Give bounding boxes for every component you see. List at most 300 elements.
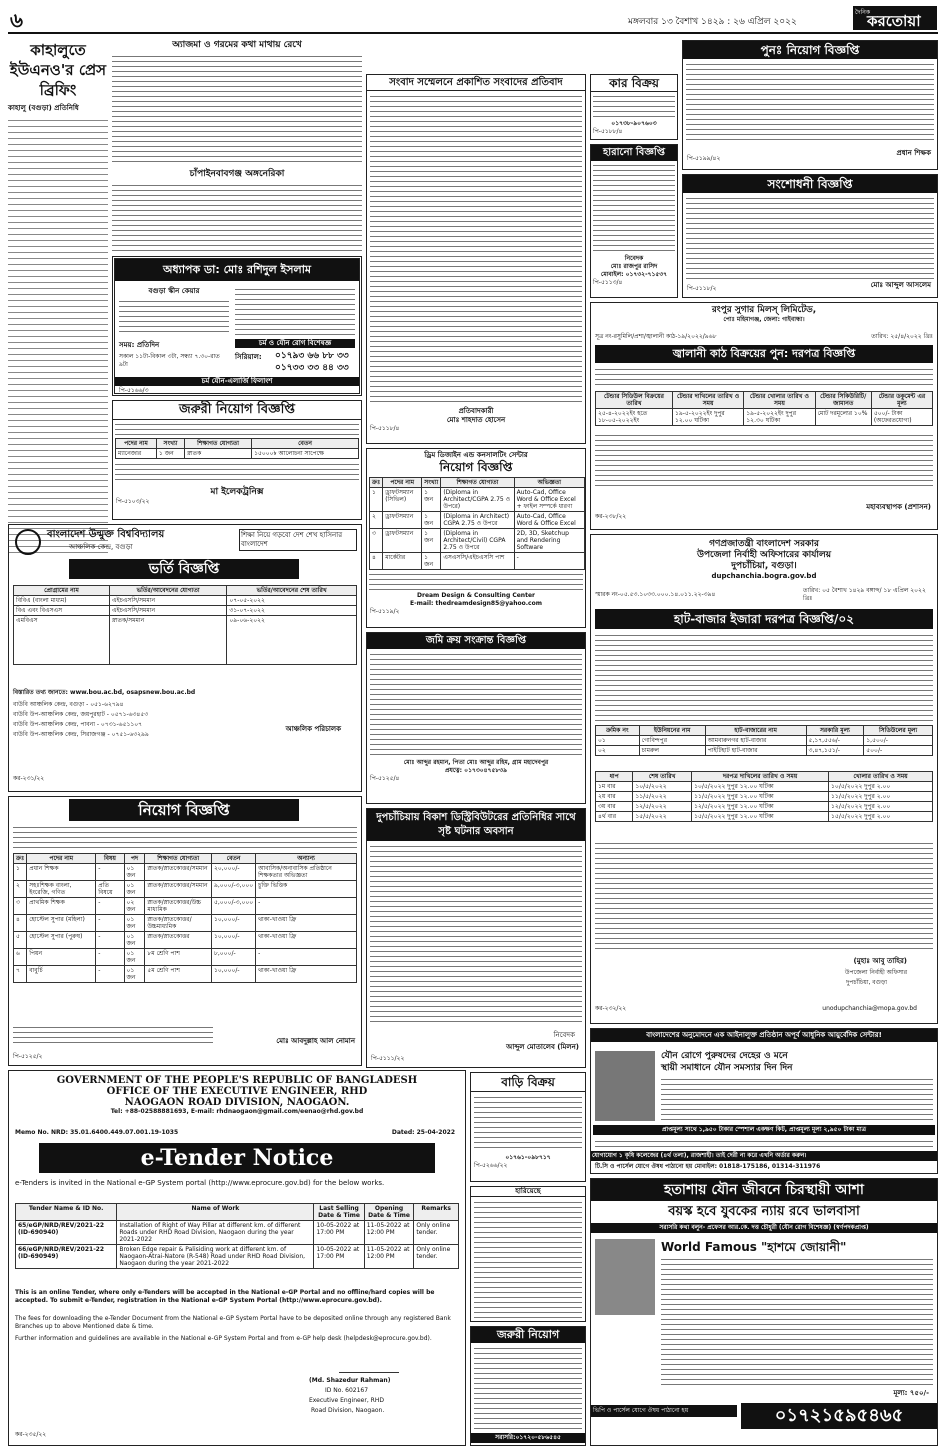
job-title: নিয়োগ বিজ্ঞপ্তি <box>69 799 299 821</box>
jute-body-text <box>595 433 933 489</box>
correction-title: সংশোধনী বিজ্ঞপ্তি <box>683 175 937 193</box>
etender-th: Last Selling Date & Time <box>314 1204 364 1221</box>
table-cell: ১৫/৫/২০২২ দুপুর ২.০০ <box>829 812 933 822</box>
table-cell: ০১ জন <box>124 966 145 983</box>
job-th: পদ <box>124 854 145 864</box>
table-cell: 66/eGP/NRD/REV/2021-22 (ID-690949) <box>16 1245 117 1269</box>
bou-phone-1: বাউবি আঞ্চলিক কেন্দ্র, বগুড়া - ০৫১-৬২৭৯৪ <box>13 701 124 708</box>
table-cell: - <box>96 898 124 915</box>
table-cell: গোবিন্দপুর <box>639 736 705 746</box>
car-phone: ০১৭৩৮-৯০৭৬০৩ <box>611 120 657 127</box>
urgent-th: বেতন <box>252 439 359 449</box>
table-row <box>370 529 585 553</box>
table-cell: পাইটিহাট হাট-বাজার <box>705 746 806 756</box>
clinic-banner: বাংলাদেশের অনুমোদনে এক আইনালুক্ত প্রতিষ্ঠান অপূর্ব আধুনিক আয়ুর্বেদিক সেন্টার! <box>591 1029 937 1042</box>
table-cell: ১১/৫/২০২২ দুপুর ১২.০০ ঘটিকা <box>692 792 829 802</box>
etender-signature <box>339 1357 399 1373</box>
job-footer-text <box>13 1025 213 1045</box>
asthma-subtitle: চাঁপাইনবাবগঞ্জ অঙ্গনেরিকা <box>189 169 285 179</box>
table-cell: ৩ <box>14 898 27 915</box>
land-code: পি-৫১২৫/৪ <box>370 775 400 782</box>
table-row <box>14 596 357 606</box>
kahalu-byline: কাহালু (বগুড়া) প্রতিনিধি <box>8 104 79 112</box>
clinic-line-2: স্থায়ী সমাধানে যৌন সমস্যার দিন দিন <box>661 1063 793 1073</box>
table-cell: ২ <box>14 881 27 898</box>
table-cell: ১০,০০০/- <box>211 932 255 949</box>
dream-design-ad <box>366 448 586 628</box>
bkash-title: দুপচাঁচিয়ায় বিকাশ ডিস্ট্রিবিউটরের প্রতিনিধির সাথে সৃষ্ট ঘটনার অবসান <box>367 809 585 841</box>
table-cell: ৩,৪৭,১৫১/- <box>806 746 864 756</box>
table-cell: ১৫/৫/২০২২ দুপুর ১২.০০ ঘটিকা <box>692 812 829 822</box>
hat-schedule-th: খোলার তারিখ ও সময় <box>829 772 933 782</box>
urgent-company: মা ইলেকট্রনিক্স <box>210 487 264 497</box>
bou-phone-2: বাউবি উপ-আঞ্চলিক কেন্দ্র, জয়পুরহাট - ০৫৭১-৬৩৪৫৩ <box>13 711 149 718</box>
table-cell: ১ জন <box>422 512 441 529</box>
table-cell: চামরুল <box>639 746 705 756</box>
table-cell: 11-05-2022 at 12:00 PM <box>364 1245 414 1269</box>
lost2-body-text <box>474 1200 582 1318</box>
urgent-job-ad <box>112 400 362 520</box>
lost-signer: মোঃ রাজপুর রাসিদ <box>610 263 658 270</box>
school-job-ad <box>8 796 362 1066</box>
hat-website: dupchanchia.bogra.gov.bd <box>711 572 817 580</box>
jute-intro-text <box>595 367 933 387</box>
house-phone: ০১৭৬১-০৯৮৭১৭ <box>505 1154 551 1161</box>
table-row <box>14 898 357 915</box>
table-cell: ১ <box>370 488 383 512</box>
job-th: শিক্ষাগত যোগ্যতা <box>145 854 212 864</box>
job-code: পি-৫১২৫/২ <box>13 1053 43 1060</box>
jute-title: জ্বালানী কাঠ বিক্রয়ের পুন: দরপত্র বিজ্ঞপ্তি <box>595 345 933 363</box>
table-cell: পিয়ন <box>27 949 96 966</box>
table-cell: (Diploma in Architect) CGPA 2.75 ও উপরে <box>441 512 514 529</box>
table-cell: ০১ জন <box>124 864 145 881</box>
table-cell: ২য় বার <box>596 792 633 802</box>
table-cell: স্নাতক/স্নাতকোত্তর/উচ্চ মাধ্যমিক <box>145 898 212 915</box>
table-cell: - <box>96 932 124 949</box>
asthma-body-text-2 <box>112 183 362 253</box>
lost-signer-label: নিবেদক <box>624 255 644 262</box>
etender-gov: GOVERNMENT OF THE PEOPLE'S REPUBLIC OF BANGLADESH <box>56 1075 418 1086</box>
lost-title: হারানো বিজ্ঞপ্তি <box>591 145 677 161</box>
table-cell: - <box>96 966 124 983</box>
table-cell: ০২ জন <box>124 898 145 915</box>
table-cell: হোস্টেল সুপার (মহিলা) <box>27 915 96 932</box>
table-row <box>14 606 357 616</box>
etender-signer-id: ID No. 602167 <box>325 1387 369 1394</box>
table-cell: এসএসসি/এইচএসসি পাশ <box>441 553 514 570</box>
doctor-specialty: চর্ম ও যৌন রোগ বিশেষজ্ঞ <box>235 339 355 348</box>
table-row <box>16 1245 459 1269</box>
table-cell: ১৫০০০৳ আলোচনা সাপেক্ষে <box>252 449 359 459</box>
table-cell: ৫ম শ্রেণি পাশ <box>145 966 212 983</box>
table-row <box>14 966 357 983</box>
hope-world-famous: World Famous "হাশমে জোয়ানী" <box>661 1240 847 1254</box>
asthma-article <box>112 40 362 252</box>
bou-th: ভর্তির/আবেদনের শেষ তারিখ <box>227 586 357 596</box>
date-line: মঙ্গলবার ১৩ বৈশাখ ১৪২৯ : ২৬ এপ্রিল ২০২২ <box>628 17 797 27</box>
table-cell: Installation of Right of Way Pillar at different km. of different Roads under RHD Road Division, Naogaon during the year 2021-2022 <box>117 1221 314 1245</box>
bou-admission-ad <box>8 524 362 792</box>
table-cell: ২ <box>370 512 383 529</box>
etender-memo: Memo No. NRD: 35.01.6400.449.07.001.19-1035 <box>15 1129 179 1136</box>
jute-code: কর-২৩৮/২২ <box>595 513 627 520</box>
job-th: বেতন <box>211 854 255 864</box>
hope-price: মূল্য: ৭৫০/- <box>893 1389 929 1397</box>
table-cell: - <box>96 864 124 881</box>
table-cell: ১০/৫/২০২২ দুপুর ১২.০০ ঘটিকা <box>692 782 829 792</box>
table-row <box>370 512 585 529</box>
logo-small-text: দৈনিক <box>855 9 871 16</box>
table-cell: ৪ <box>370 553 383 570</box>
lost-notice-ad <box>590 144 678 298</box>
table-cell: - <box>514 553 584 570</box>
hat-market-th: সরকারি মূল্য <box>806 726 864 736</box>
etender-intro: e-Tenders is invited in the National e-GP System portal (http://www.eprocure.gov.bd) for the below works. <box>15 1179 385 1187</box>
page-number: ৬ <box>10 8 24 32</box>
lost2-title: হারিয়েছে <box>471 1187 585 1197</box>
etender-notice-ad <box>8 1070 466 1446</box>
dream-th: ক্রঃ <box>370 478 383 488</box>
table-cell: ১৯-৫-২০২২ইং দুপুর ১২.৩০ ঘটিকা <box>744 409 815 426</box>
table-cell: ৯,০০০/-৩,০০০ <box>211 881 255 898</box>
table-cell: ১,৫০০/- <box>864 736 933 746</box>
car-code: পি-৫১৮৮/৪ <box>593 128 623 135</box>
doctor-band: চর্ম যৌন-এলার্জি ফিলাংশ <box>115 377 359 386</box>
house-sale-ad <box>470 1072 586 1182</box>
hat-signer: (মুহাঃ আবু তাহির) <box>853 957 907 965</box>
dream-title: নিয়োগ বিজ্ঞপ্তি <box>439 460 513 474</box>
table-row <box>14 864 357 881</box>
table-cell: ০২ <box>596 746 640 756</box>
table-cell: ৮ম শ্রেণি পাশ <box>145 949 212 966</box>
hope-photo <box>595 1239 655 1315</box>
table-cell: আবাসিক/অনাবাসিক প্রতিষ্ঠানে শিক্ষকতার অভিজ্ঞতা <box>256 864 357 881</box>
land-phone: প্রযত্নে: ০১৭৩০৪৭৫৮৩৯ <box>444 767 508 774</box>
bou-th: প্রোগ্রামের নাম <box>14 586 110 596</box>
urgent-job-table <box>115 438 359 459</box>
car-sale-ad <box>590 74 678 140</box>
hat-date: তারিখ: ০৫ বৈশাখ ১৪২৯ বঙ্গাব্দ/ ১৮ এপ্রিল ২০২২ খ্রিঃ <box>803 587 926 602</box>
clinic-phone: টি.সি ও পার্সেল যোগে ঔষধ পাঠানো হয় মোবাইল: 01818-175186, 01314-311976 <box>595 1163 821 1170</box>
etender-note-2: The fees for downloading the e-Tender Document from the National e-GP System Portal have to be deposited online through any registered Bank Branches up to above Mentioned date & time. <box>15 1315 451 1330</box>
table-row <box>14 881 357 898</box>
doctor-clinic: বগুড়া স্কীন কেয়ার <box>148 287 200 295</box>
house-title: বাড়ি বিক্রয় <box>471 1073 585 1092</box>
table-cell: ৪ <box>14 915 27 932</box>
table-cell: মার্কেটার <box>383 553 422 570</box>
table-cell: ১৫/৫/২০২২ <box>633 812 692 822</box>
table-cell: ড্রাফটসম্যান <box>383 512 422 529</box>
table-cell: ১০,০০০/- <box>211 966 255 983</box>
dream-th: শিক্ষাগত যোগ্যতা <box>441 478 514 488</box>
table-cell: - <box>96 915 124 932</box>
etender-signer: (Md. Shazedur Rahman) <box>309 1377 391 1384</box>
table-cell: বাবুর্চি <box>27 966 96 983</box>
table-cell: মোট দরমূল্যের ১০% <box>815 409 871 426</box>
urgent2-body-text <box>474 1346 582 1430</box>
urgent-job-title: জরুরী নিয়োগ বিজ্ঞপ্তি <box>113 401 361 420</box>
table-cell: প্রতি বিষয়ে <box>96 881 124 898</box>
bkash-signer: আব্দুল মোতালেব (মিলন) <box>506 1043 579 1051</box>
correction-code: পি-৫১১৮/২ <box>687 285 717 292</box>
bou-university: বাংলাদেশ উন্মুক্ত বিশ্ববিদ্যালয় <box>47 529 165 540</box>
jute-th: টেন্ডার দাখিলের তারিখ ও সময় <box>672 392 743 409</box>
table-cell: সহঃশিক্ষক বাংলা, ইংরেজি, গণিত <box>27 881 96 898</box>
press-signer-label: প্রতিবাদকারী <box>458 407 494 415</box>
doctor-serial-phone-2: ০১৭৩৩ ৩৩ ৪৪ ৩৩ <box>275 363 349 373</box>
table-cell: 2D, 3D, Sketchup and Rendering Software <box>514 529 584 553</box>
hat-place: দুপচাঁচিয়া, বগুড়া। <box>731 561 797 571</box>
bkash-code: পি-৫১১১/২২ <box>371 1055 405 1062</box>
table-cell: 10-05-2022 at 17:00 PM <box>314 1245 364 1269</box>
hat-body-text <box>595 841 933 951</box>
correction-signer: মোঃ আব্দুল আসলেম <box>870 281 931 289</box>
table-row <box>14 949 357 966</box>
table-row <box>116 449 359 459</box>
hat-market-th: ইউনিয়নের নাম <box>639 726 705 736</box>
land-title: জমি ক্রয় সংক্রান্ত বিজ্ঞপ্তি <box>367 633 585 649</box>
table-cell: ১৯-৫-২০২২ইং দুপুর ১২.০০ ঘটিকা <box>672 409 743 426</box>
land-body-text <box>370 652 582 756</box>
etender-contact: Tel: +88-02588881693, E-mail: rhdnaogaon@gmail.com/eenao@rhd.gov.bd <box>110 1108 364 1115</box>
car-body-text <box>593 94 675 118</box>
bkash-notice-ad <box>366 808 586 1068</box>
dream-company: ড্রিম ডিজাইন এন্ড কনসালটিং সেন্টার <box>424 451 528 459</box>
table-cell: স্নাতক <box>185 449 252 459</box>
table-cell: ৩১-০৭-২০২২ <box>227 606 357 616</box>
table-cell: ৪র্থ বার <box>596 812 633 822</box>
hat-schedule-table <box>595 771 933 822</box>
table-cell: (Diploma in Architect/Civil) CGPA 2.75 ও উপরে <box>441 529 514 553</box>
hat-market-th: সিডিউলের মূল্য <box>864 726 933 736</box>
table-cell: থাকা-খাওয়া ফ্রি <box>256 966 357 983</box>
jute-address: পোঃ মহিমাগঞ্জ, জেলা: গাইবান্ধা। <box>723 316 805 323</box>
rehire-signer: প্রধান শিক্ষক <box>896 149 931 157</box>
table-cell: ০৯-০৬-২০২২ <box>227 616 357 665</box>
bou-code: কর-২৩১/২২ <box>13 775 45 782</box>
hat-schedule-th: শেষ তারিখ <box>633 772 692 782</box>
table-row <box>596 736 933 746</box>
lost-body-text <box>593 163 675 253</box>
table-cell: স্নাতক/স্নাতকোত্তর <box>145 932 212 949</box>
table-row <box>596 812 933 822</box>
clinic-price: প্রাপ্তমূল্য সাথে ১,৯৫০ টাকার স্পেশাল একক্ষণ কিট, প্রাপ্তমূল্য মূল্য ২,৯৫০ টাকা মাত্র <box>593 1125 935 1135</box>
etender-office: OFFICE OF THE EXECUTIVE ENGINEER, RHD <box>106 1086 368 1097</box>
table-row <box>370 488 585 512</box>
hope-phone: ০১৭২১৫৯৫৪৬৫ <box>741 1403 937 1429</box>
table-row <box>16 1221 459 1245</box>
hat-code: কর-২৩২/২২ <box>595 1005 627 1012</box>
table-cell: ০১ <box>596 736 640 746</box>
table-cell: ১০/৫/২০২২ <box>633 782 692 792</box>
table-cell: ৫০০/- <box>864 746 933 756</box>
rehire-body-text <box>686 62 934 142</box>
dream-code: পি-৫১১৯/২ <box>370 608 400 615</box>
press-title: সংবাদ সম্মেলনে প্রকাশিত সংবাদের প্রতিবাদ <box>367 75 585 91</box>
jute-company: রংপুর সুগার মিলস্ লিমিটেড, <box>711 305 817 315</box>
table-cell: ১ জন <box>156 449 184 459</box>
urgent-job-intro-text <box>115 422 359 436</box>
table-cell: ১০/৫/২০২২ দুপুর ২.০০ <box>829 782 933 792</box>
table-cell: স্নাতক/স্নাতকোত্তর/সমমান <box>145 864 212 881</box>
table-cell: স্নাতক/সমমান <box>109 616 226 665</box>
table-cell: ১২/৫/২০২২ <box>633 802 692 812</box>
table-cell: 11-05-2022 at 12:00 PM <box>364 1221 414 1245</box>
table-cell: বিএ এবং বিএসএস <box>14 606 110 616</box>
bkash-signer-label: নিবেদক <box>553 1031 575 1039</box>
table-cell: ১১/৫/২০২২ দুপুর ২.০০ <box>829 792 933 802</box>
job-th: বিষয় <box>96 854 124 864</box>
fuelwood-tender-ad <box>590 302 938 530</box>
table-cell: ১২/৫/২০২২ দুপুর ২.০০ <box>829 802 933 812</box>
press-code: পি-৫১১৮/৪ <box>370 425 400 432</box>
table-cell: - <box>96 949 124 966</box>
bou-phone-3: বাউবি উপ-আঞ্চলিক কেন্দ্র, পাবনা - ০৭৩১-৬৫১১০৭ <box>13 721 143 728</box>
etender-note-1: This is an online Tender, where only e-Tenders will be accepted in the National e-GP Portal and no offline/hard copies will be accepted. To submit e-Tender, registration in the National e-GP System Portal (http://www.eprocure.gov.bd). <box>15 1289 435 1304</box>
rehire-ad <box>682 40 938 170</box>
lost-phone: মোবাইল: ০১৭৩২-৭১৫৩৭ <box>600 271 668 278</box>
job-table <box>13 853 357 983</box>
table-cell: ০১ জন <box>124 932 145 949</box>
table-cell: ড্রাফটসম্যান (সিভিল) <box>383 488 422 512</box>
hope-title: হতাশায় যৌন জীবনে চিরস্থায়ী আশা <box>591 1179 937 1201</box>
table-cell: বিবিএ (বাংলা মাধ্যম) <box>14 596 110 606</box>
table-cell: থাকা-খাওয়া ফ্রি <box>256 932 357 949</box>
table-row <box>596 782 933 792</box>
table-cell: প্রধান শিক্ষক <box>27 864 96 881</box>
table-cell: প্রাথমিক শিক্ষক <box>27 898 96 915</box>
dream-email: E-mail: thedreamdesign85@yahoo.com <box>410 600 542 607</box>
bkash-body-text <box>370 844 582 1024</box>
bou-website: বিস্তারিত তথ্য জানতে: www.bou.ac.bd, osapsnew.bou.ac.bd <box>13 689 196 696</box>
table-row <box>14 616 357 665</box>
table-cell: ৫,১৭,৫৫৬/- <box>806 736 864 746</box>
hat-office: উপজেলা নির্বাহী অফিসারের কার্যালয় <box>696 550 832 560</box>
doctor-time-value: সকাল ১১টা-বিকাল ৩টা, সন্ধ্যা ৭.৩০-রাত ৯টা <box>119 353 220 368</box>
jute-signer: মহাব্যবস্থাপক (প্রশাসন) <box>866 503 931 511</box>
kahalu-article <box>8 40 108 560</box>
table-cell: ০৭-০৫-২০২২ <box>227 596 357 606</box>
table-cell: 10-05-2022 at 17:00 PM <box>314 1221 364 1245</box>
table-cell: ম্যানেজার <box>116 449 157 459</box>
job-th: পদের নাম <box>27 854 96 864</box>
urgent2-title: জরুরী নিয়োগ <box>471 1327 585 1343</box>
table-row <box>596 746 933 756</box>
doctor-code: পি-৫১৬৬/৩ <box>119 387 149 394</box>
hat-email: unodupchanchia@mopa.gov.bd <box>822 1005 917 1012</box>
urgent-th: পদের নাম <box>116 439 157 449</box>
car-title: কার বিক্রয় <box>591 75 677 92</box>
newspaper-logo <box>853 6 937 30</box>
jute-th: টেন্ডার সিডিউল বিক্রয়ের তারিখ <box>596 392 673 409</box>
doctor-serial-phone-1: ০১৭৯৩ ৬৬ ৮৮ ৩৩ <box>275 351 349 361</box>
lost-notice-2-ad <box>470 1186 586 1322</box>
etender-th: Opening Date & Time <box>364 1204 414 1221</box>
logo-main-text: করতোয়া <box>867 12 921 30</box>
hat-title: হাট-বাজার ইজারা দরপত্র বিজ্ঞপ্তি/০২ <box>595 609 933 629</box>
table-cell: ড্রাফটসম্যান <box>383 529 422 553</box>
table-cell: - <box>256 949 357 966</box>
clinic-body-text <box>661 1077 933 1121</box>
table-cell: Only online tender. <box>414 1245 459 1269</box>
table-cell: ৩ <box>370 529 383 553</box>
table-cell: 65/eGP/NRD/REV/2021-22 (ID-690940) <box>16 1221 117 1245</box>
jute-th: টেন্ডার খোলার তারিখ ও সময় <box>744 392 815 409</box>
table-cell: ৫,০০০/-৩,০০০ <box>211 898 255 915</box>
table-cell: ৮,০০০/- <box>211 949 255 966</box>
press-body-text <box>370 94 582 404</box>
hat-intro-text <box>595 633 933 721</box>
clinic-address: যোগাযোগ ১ কৃষি কলেজের (৪র্থ তলা), রাজশাহী। তাই দেরী না করে এখনি অর্ডার করুন। <box>591 1151 937 1161</box>
etender-th: Tender Name & ID No. <box>16 1204 117 1221</box>
table-cell: ২০,০০০/- <box>211 864 255 881</box>
bou-motto: শিক্ষা নিয়ে গড়বো দেশ শেখ হাসিনার বাংলাদেশ <box>239 529 357 551</box>
house-code: পি-৫২৬৬/২২ <box>474 1162 508 1169</box>
kahalu-title: কাহালুতে ইউএনও'র প্রেস ব্রিফিং <box>9 41 107 99</box>
table-cell: স্নাতক/স্নাতকোত্তর/উচ্চমাধ্যমিক <box>145 915 212 932</box>
hope-ad <box>590 1178 938 1446</box>
hat-market-table <box>595 725 933 756</box>
table-cell: ১১/৫/২০২২ <box>633 792 692 802</box>
dream-table <box>369 477 585 570</box>
table-cell: থাকা-খাওয়া ফ্রি <box>256 915 357 932</box>
urgent2-phone: সরাসরি:০১৭২০-৫৮৬৫৪৫ <box>471 1433 585 1443</box>
table-cell: ০১ জন <box>124 881 145 898</box>
bou-center: আঞ্চলিক কেন্দ্র, বগুড়া <box>69 543 133 551</box>
urgent-th: সংখ্যা <box>156 439 184 449</box>
bou-th: ভর্তির/আবেদনের যোগ্যতা <box>109 586 226 596</box>
urgent-job-2-ad <box>470 1326 586 1446</box>
dream-body-text <box>369 572 583 590</box>
etender-signer-place: Road Division, Naogaon. <box>311 1407 385 1414</box>
hat-signer-role: উপজেলা নির্বাহী অফিসার <box>844 969 907 976</box>
doctor-degrees-text <box>235 287 355 335</box>
etender-note-3: Further information and guidelines are available in the National e-GP System Portal and from e-GP help desk (helpdesk@eprocure.gov.bd). <box>15 1335 432 1342</box>
table-cell: Broken Edge repair & Palisiding work at different km. of Naogaon-Atrai-Natore (R-548) Road under RHD Road Division, Naogaon during the year 2021-2022 <box>117 1245 314 1269</box>
table-cell: স্নাতক/স্নাতকোত্তর/সমমান <box>145 881 212 898</box>
job-intro-text <box>13 825 357 849</box>
table-cell: ৫০০/- টাকা (অফেরতযোগ্য) <box>871 409 932 426</box>
etender-signer-role: Executive Engineer, RHD <box>309 1397 384 1404</box>
bou-signer: আঞ্চলিক পরিচালক <box>285 725 341 733</box>
hat-schedule-th: ধাপ <box>596 772 633 782</box>
etender-division: NAOGAON ROAD DIVISION, NAOGAON. <box>124 1097 350 1108</box>
table-cell: এইচএসসি/সমমান <box>109 606 226 616</box>
clinic-line-1: যৌন রোগে পুরুষদের দেহের ও মনে <box>661 1051 788 1061</box>
table-row <box>596 792 933 802</box>
bou-title: ভর্তি বিজ্ঞপ্তি <box>69 559 299 579</box>
clinic-ad <box>590 1028 938 1174</box>
urgent-job-body-text <box>115 462 359 484</box>
doctor-ad <box>112 256 362 396</box>
table-cell: ৬ <box>14 949 27 966</box>
doctor-serial-label: সিরিয়াল: <box>235 353 262 361</box>
hat-schedule-th: দরপত্র দাখিলের তারিখ ও সময় <box>692 772 829 782</box>
clinic-photo <box>595 1051 655 1121</box>
press-signer: মোঃ শাহদাত হোসেন <box>446 416 506 424</box>
rehire-code: পি-৫১৯৯/৪২ <box>687 155 721 162</box>
press-protest <box>366 74 586 444</box>
table-cell: ১ম বার <box>596 782 633 792</box>
table-cell: (Diploma in Architect/CGPA 2.75 ও উপরে) <box>441 488 514 512</box>
hat-memo: স্মারক নং-০৫.৫৩.১০৩৩.০০০.১৪.০১১.২২-৩৯৪ <box>595 591 716 598</box>
doctor-time-label: সময়: প্রতিদিন <box>119 341 160 349</box>
etender-dated: Dated: 25-04-2022 <box>391 1129 455 1136</box>
clinic-body-text-2 <box>595 1139 933 1149</box>
asthma-title: অ্যাজমা ও গরমের কথা মাথায় রেখে <box>172 40 302 50</box>
hat-gov: গণপ্রজাতন্ত্রী বাংলাদেশ সরকার <box>709 539 819 549</box>
